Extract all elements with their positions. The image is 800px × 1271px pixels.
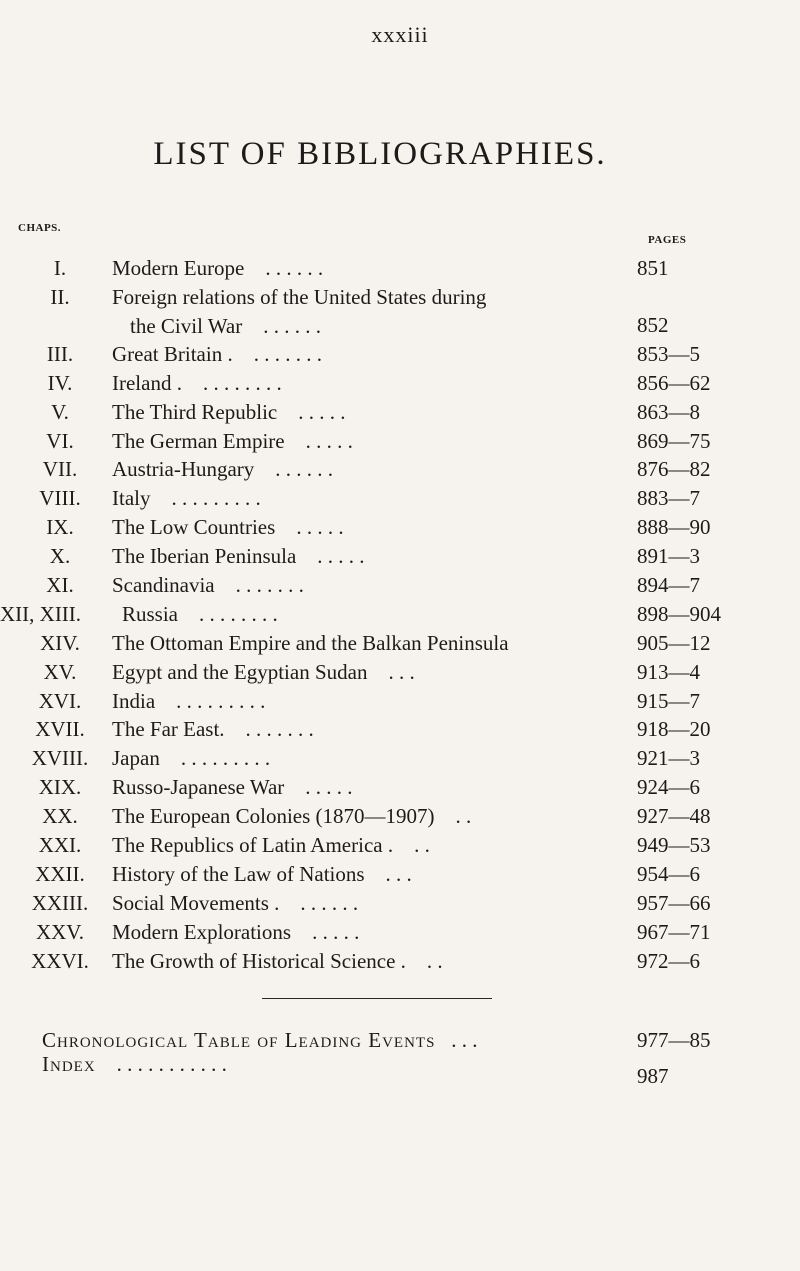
chapter-title: History of the Law of Nations — [112, 861, 365, 886]
chronological-pages: 977—85 — [637, 1028, 711, 1052]
chapter-title-cell — [112, 283, 620, 341]
chapter-title-cell — [112, 571, 620, 600]
leader-dots: . . . . . — [298, 399, 346, 424]
leader-dots: . . . . . — [305, 428, 353, 453]
chapter-title-cell — [112, 687, 620, 716]
leader-dots: . . . . . . — [300, 890, 359, 915]
chapter-number: XVI. — [38, 688, 82, 713]
page-range: 924—6 — [637, 775, 700, 800]
page-range: 967—71 — [637, 919, 711, 944]
chapter-title: The German Empire — [112, 428, 285, 453]
list-item — [0, 831, 800, 860]
chapter-title-cell — [112, 254, 620, 283]
chapter-title-cell — [112, 658, 620, 687]
list-item — [0, 369, 800, 398]
pages-header: PAGES — [648, 234, 687, 246]
leader-dots: . . . . . . . — [235, 573, 304, 598]
chapter-number: XXV. — [35, 919, 85, 944]
chapter-title: Modern Europe — [112, 256, 245, 280]
chapter-title-cell — [112, 918, 620, 947]
chronological-label: Chronological Table of Leading Events — [42, 1028, 436, 1052]
page-range: 949—53 — [637, 833, 711, 858]
page-range: 883—7 — [637, 486, 700, 511]
index-dots: . . . . . . . . . . . — [116, 1052, 227, 1076]
chapter-title: Scandinavia — [112, 573, 215, 598]
chapter-number: VII. — [42, 457, 78, 482]
leader-dots: . . . . . — [312, 919, 360, 944]
list-item — [0, 715, 800, 744]
page-title: LIST OF BIBLIOGRAPHIES. — [153, 136, 607, 172]
chapter-number: XVII. — [35, 717, 85, 742]
chapter-number: II. — [50, 284, 70, 309]
page-range: 869—75 — [637, 428, 711, 453]
leader-dots: . . . — [385, 861, 412, 886]
page-range: 957—66 — [637, 890, 711, 915]
chapter-number: XXII. — [35, 861, 85, 886]
chapter-title: Great Britain . — [112, 341, 233, 366]
chronological-dots: . . . — [451, 1028, 478, 1052]
page-range: 894—7 — [637, 573, 700, 598]
chapter-number: XV. — [43, 659, 77, 684]
page-range: 921—3 — [637, 746, 700, 771]
index-pages: 987 — [637, 1064, 669, 1088]
chapter-title: The European Colonies (1870—1907) — [112, 804, 435, 829]
list-item — [0, 427, 800, 456]
list-item — [0, 889, 800, 918]
page-range: 852 — [637, 312, 669, 337]
list-item — [0, 802, 800, 831]
page-range: 927—48 — [637, 804, 711, 829]
chapter-title-cell — [112, 802, 620, 831]
leader-dots: . . . . . . . . — [202, 370, 282, 395]
chapter-title-cell — [112, 513, 620, 542]
list-item — [0, 340, 800, 369]
page-range: 856—62 — [637, 370, 711, 395]
leader-dots: . . . . . . . . . — [176, 688, 266, 713]
chapter-number: XII, XIII. — [0, 601, 82, 626]
chapter-number: IV. — [47, 370, 73, 395]
chapter-number: XXI. — [38, 833, 82, 858]
list-item — [0, 513, 800, 542]
chapter-title-cell — [112, 831, 620, 860]
chapter-title: Foreign relations of the United States during — [112, 284, 487, 309]
chapter-title-cell — [112, 369, 620, 398]
chapter-number: V. — [51, 399, 69, 424]
page-range: 863—8 — [637, 399, 700, 424]
chapter-title: The Ottoman Empire and the Balkan Peninsula — [112, 630, 509, 655]
leader-dots: . . . . . — [317, 544, 365, 569]
leader-dots: . . . . . . . . — [199, 601, 278, 626]
chapter-title-cell — [112, 715, 620, 744]
chapter-number: X. — [49, 544, 71, 569]
chapter-title: India — [112, 688, 156, 713]
list-item — [0, 629, 800, 658]
list-item — [0, 773, 800, 802]
leader-dots: . . . . . . — [263, 313, 321, 338]
page-range: 972—6 — [637, 948, 700, 973]
chapter-title: Modern Explorations — [112, 919, 292, 944]
bibliography-list — [0, 254, 800, 975]
chapter-number: I. — [53, 256, 67, 280]
page-range: 853—5 — [637, 341, 700, 366]
chapter-title: The Low Countries — [112, 515, 276, 540]
chapter-title: The Republics of Latin America . — [112, 833, 394, 858]
chapter-number: XIV. — [40, 630, 80, 655]
list-item — [0, 571, 800, 600]
chapter-title: The Third Republic — [112, 399, 278, 424]
list-item — [0, 918, 800, 947]
page-range: 898—904 — [637, 601, 721, 626]
list-item — [0, 600, 800, 629]
chapter-number: XXVI. — [31, 948, 89, 973]
chapter-number: VI. — [46, 428, 74, 453]
chapter-title: Ireland . — [112, 370, 182, 395]
chapter-title-cell — [112, 455, 620, 484]
chapter-title: Russo-Japanese War — [112, 775, 285, 800]
page-range: 905—12 — [637, 630, 711, 655]
page-range: 915—7 — [637, 688, 700, 713]
chapter-number: XIX. — [38, 775, 82, 800]
chapter-number: XXIII. — [31, 890, 89, 915]
chapter-number: XI. — [46, 573, 74, 598]
chapter-number: IX. — [46, 515, 74, 540]
page-range: 913—4 — [637, 659, 700, 684]
chapter-title-cell — [112, 484, 620, 513]
list-item — [0, 687, 800, 716]
chapter-title-cell — [112, 947, 620, 976]
chapter-title: Social Movements . — [112, 890, 280, 915]
leader-dots: . . . . . . . — [253, 341, 322, 366]
index-label: Index — [42, 1052, 96, 1076]
leader-dots: . . . . . — [296, 515, 344, 540]
chapter-title: Italy — [112, 486, 151, 511]
leader-dots: . . . . . . . — [245, 717, 314, 742]
chapter-number: XX. — [42, 804, 78, 829]
chapter-title: Japan — [112, 746, 160, 771]
chapter-title-cell — [112, 629, 620, 658]
chapter-title: Russia — [122, 601, 179, 626]
leader-dots: . . — [414, 833, 430, 858]
page-range: 851 — [637, 256, 669, 280]
chapter-number: VIII. — [39, 486, 81, 511]
list-item — [0, 484, 800, 513]
chapter-title-cell — [112, 340, 620, 369]
chapter-number: III. — [46, 341, 74, 366]
chapter-number: XVIII. — [31, 746, 89, 771]
chapter-title-cell — [112, 889, 620, 918]
leader-dots: . . . . . . — [275, 457, 334, 482]
list-item — [0, 542, 800, 571]
list-item — [0, 947, 800, 976]
page-range: 891—3 — [637, 544, 700, 569]
leader-dots: . . . . . . — [265, 256, 324, 280]
leader-dots: . . — [455, 804, 472, 829]
leader-dots: . . . . . . . . . — [180, 746, 271, 771]
chapter-title: The Iberian Peninsula — [112, 544, 297, 569]
list-item — [0, 283, 800, 340]
list-item — [0, 744, 800, 773]
list-item — [0, 455, 800, 484]
leader-dots: . . . . . . . . . — [171, 486, 261, 511]
page-number: xxxiii — [371, 22, 429, 47]
chapter-title-cell — [112, 398, 620, 427]
page-range: 888—90 — [637, 515, 711, 540]
page-range: 954—6 — [637, 861, 700, 886]
leader-dots: . . — [426, 948, 443, 973]
chapter-title-cell — [112, 860, 620, 889]
chapter-title-cell — [112, 744, 620, 773]
chapter-title: The Growth of Historical Science . — [112, 948, 406, 973]
chapter-title-cell — [112, 773, 620, 802]
list-item — [0, 658, 800, 687]
leader-dots: . . . — [388, 659, 415, 684]
chapter-title: Austria-Hungary — [112, 457, 255, 482]
chapter-title: Egypt and the Egyptian Sudan — [112, 659, 368, 684]
chapter-title-cell — [112, 542, 620, 571]
page-range: 918—20 — [637, 717, 711, 742]
list-item — [0, 398, 800, 427]
chapter-title-cell — [112, 427, 620, 456]
leader-dots: . . . . . — [305, 775, 353, 800]
list-item — [0, 860, 800, 889]
page-range: 876—82 — [637, 457, 711, 482]
chapter-title-continued: the Civil War — [130, 313, 243, 338]
list-item — [0, 254, 800, 283]
divider-rule — [262, 998, 492, 999]
chapter-title: The Far East. — [112, 717, 225, 742]
chapter-title-cell — [122, 600, 630, 629]
chaps-header: CHAPS. — [18, 222, 62, 234]
